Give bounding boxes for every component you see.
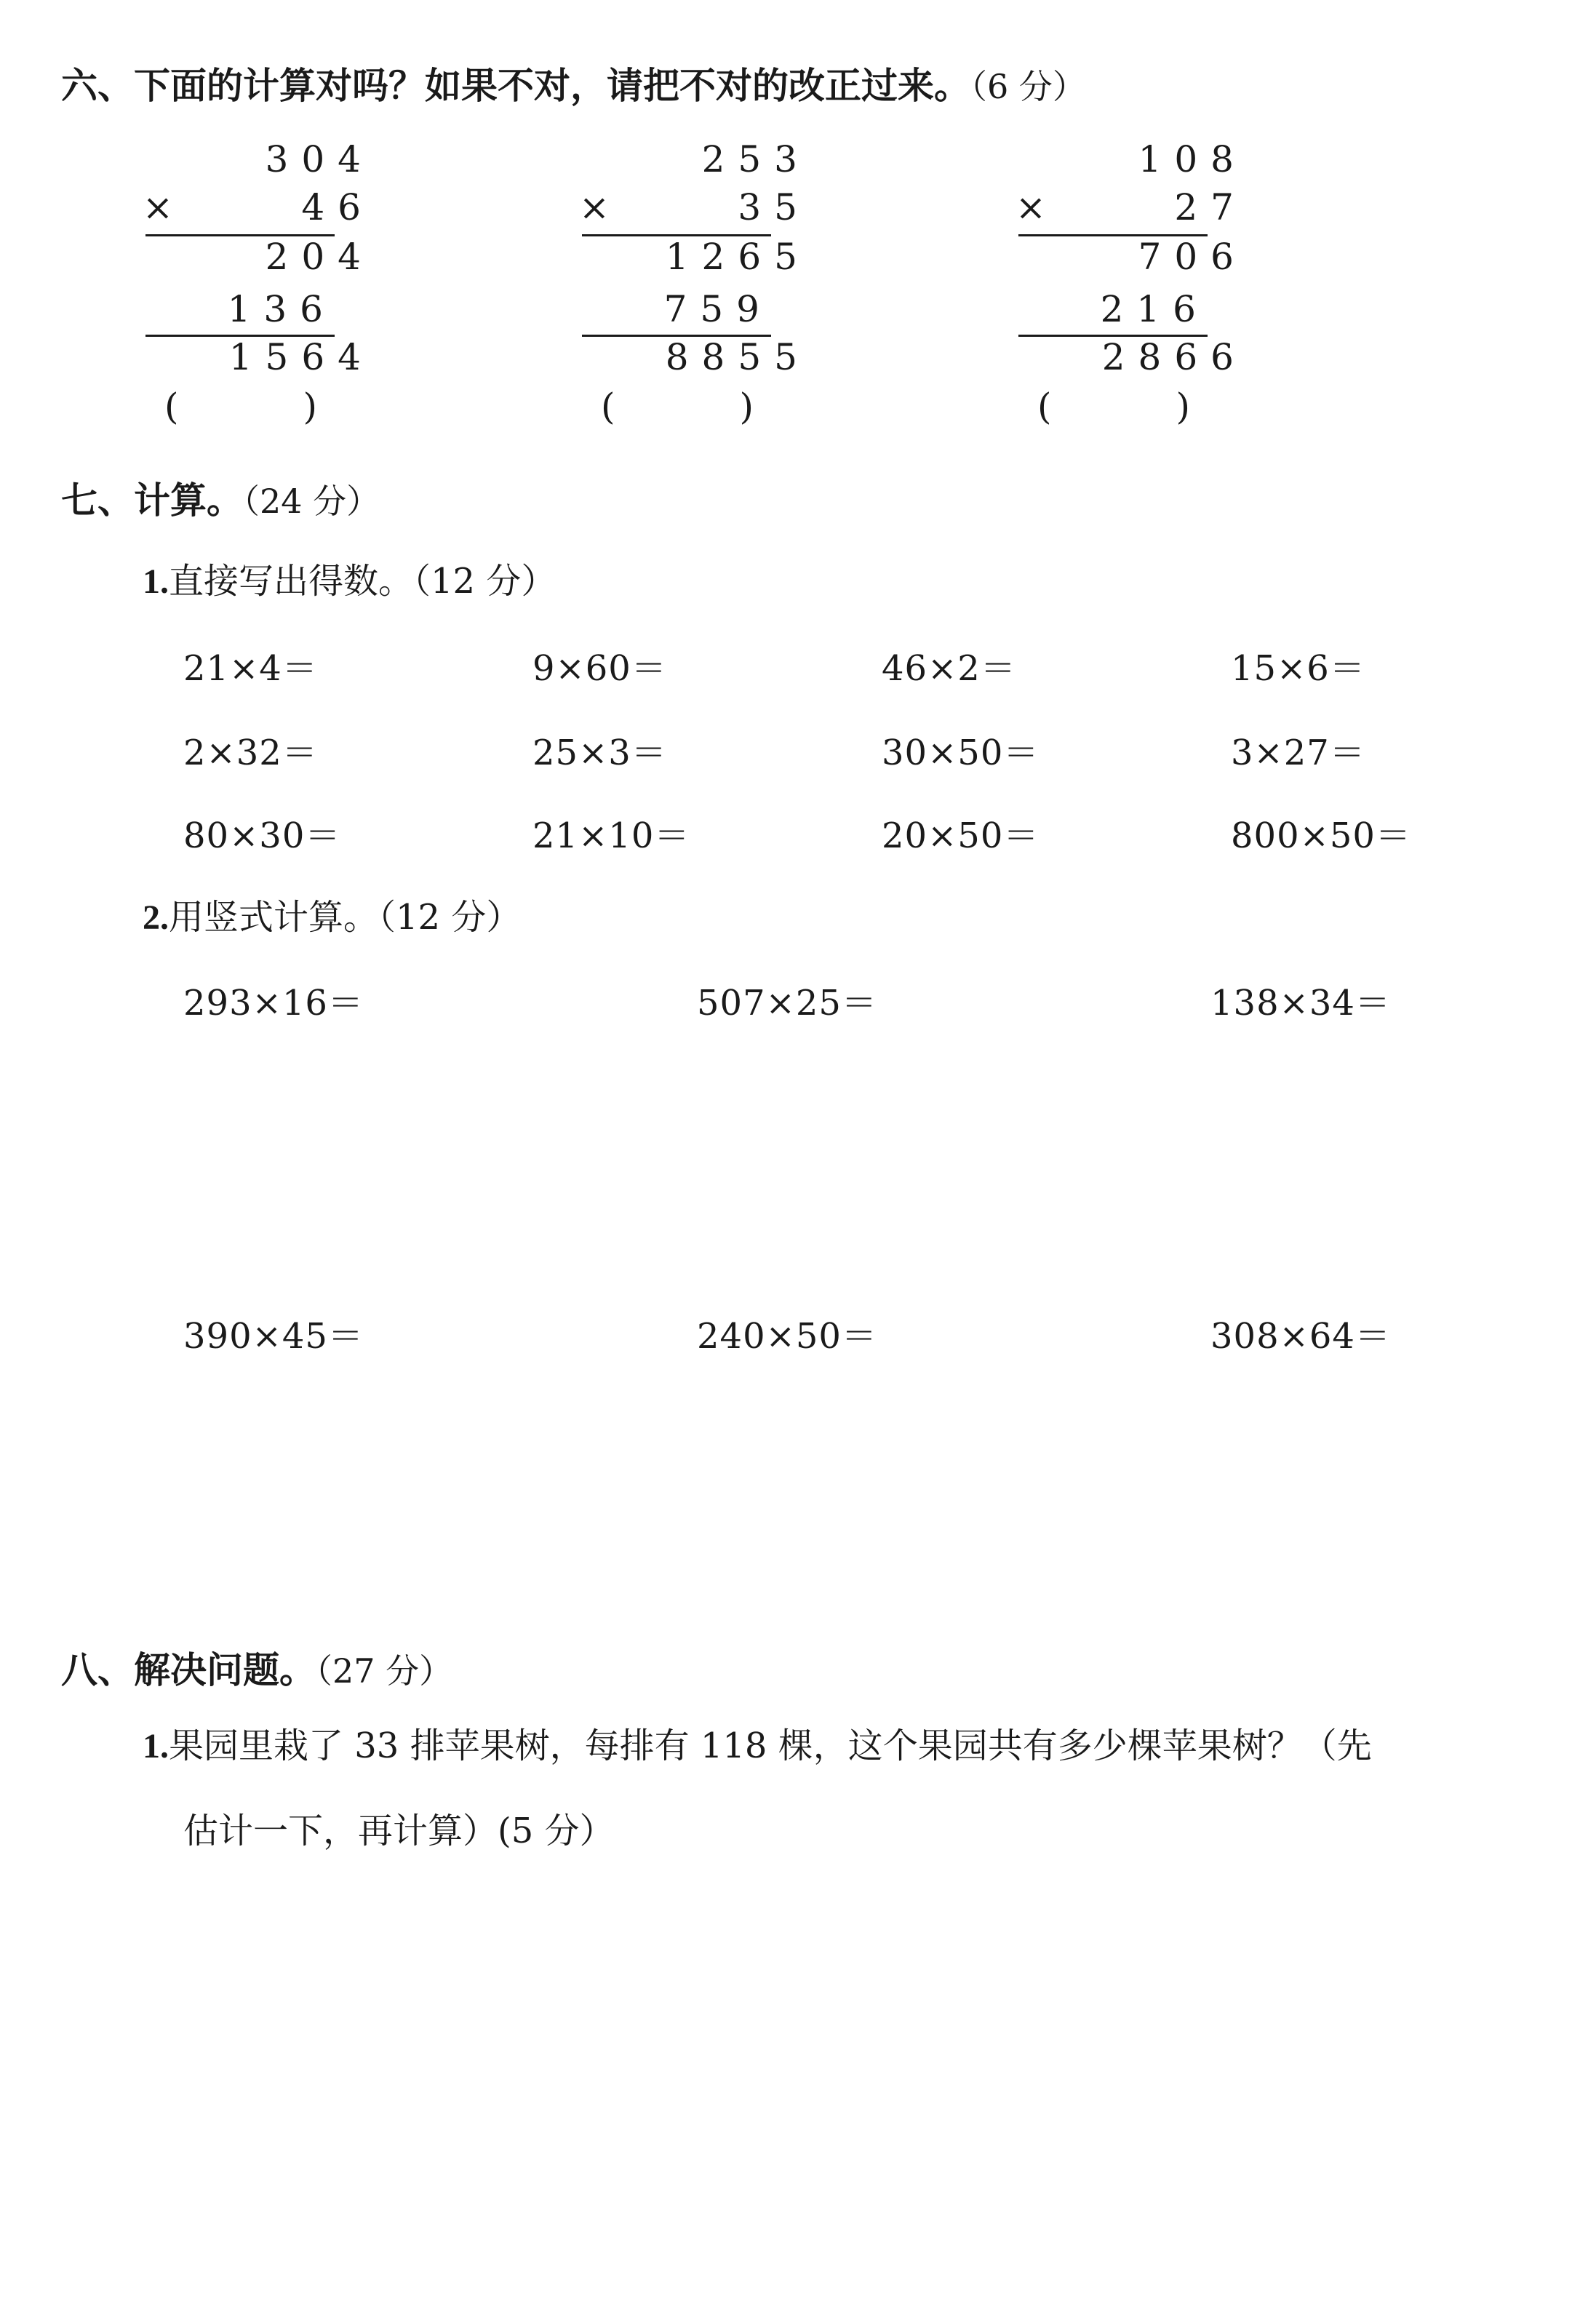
oral-calc-item[interactable]: 21×4＝ — [183, 648, 318, 689]
oral-calc-item[interactable]: 46×2＝ — [882, 648, 1016, 689]
partial-product-1: 204 — [265, 236, 374, 278]
oral-calc-item[interactable]: 9×60＝ — [532, 648, 667, 689]
vertical-calc-1 — [143, 138, 374, 436]
vertical-calc-2 — [579, 138, 810, 436]
column-calc-item[interactable]: 240×50＝ — [697, 1316, 877, 1357]
partial-product-2: 216 — [1100, 288, 1209, 330]
oral-calc-item[interactable]: 80×30＝ — [183, 815, 341, 856]
column-calc-item[interactable]: 293×16＝ — [183, 983, 364, 1024]
problem-1-line2: 估计一下，再计算）(5 分） — [183, 1811, 615, 1851]
column-calc-item[interactable]: 507×25＝ — [697, 983, 877, 1024]
oral-calc-item[interactable]: 20×50＝ — [882, 815, 1040, 856]
partial-product-1: 1265 — [665, 236, 810, 278]
part2-heading — [143, 889, 521, 939]
partial-product-2: 759 — [663, 288, 773, 330]
column-calc-item[interactable]: 390×45＝ — [183, 1316, 364, 1357]
section7-points: （24 分） — [243, 482, 380, 521]
times-sign: × — [143, 186, 173, 228]
answer-paren[interactable]: ( ) — [601, 386, 754, 428]
product-result: 1564 — [228, 336, 374, 378]
part2-number: 2. — [143, 898, 169, 937]
part2-title: 用竖式计算。（12 分） — [169, 897, 522, 938]
oral-calc-item[interactable]: 25×3＝ — [532, 733, 667, 773]
multiplier: 35 — [738, 186, 810, 228]
problem-1-number: 1. — [143, 1727, 169, 1766]
oral-calc-item[interactable]: 21×10＝ — [532, 815, 690, 856]
multiplier: 46 — [301, 186, 374, 228]
problem-1-line1: 果园里栽了 33 排苹果树，每排有 118 棵，这个果园共有多少棵苹果树？（先 — [169, 1725, 1372, 1766]
column-calc-item[interactable]: 308×64＝ — [1210, 1316, 1391, 1357]
oral-calc-item[interactable]: 15×6＝ — [1231, 648, 1365, 689]
section8-title: 八、解决问题。 — [61, 1649, 316, 1691]
partial-product-2: 136 — [227, 288, 336, 330]
part1-number: 1. — [143, 562, 169, 601]
oral-calc-item[interactable]: 3×27＝ — [1231, 733, 1365, 773]
section7-heading — [61, 471, 380, 524]
answer-paren[interactable]: ( ) — [164, 386, 317, 428]
section8-heading — [61, 1641, 452, 1693]
multiplicand: 108 — [1138, 138, 1247, 180]
answer-paren[interactable]: ( ) — [1037, 386, 1190, 428]
section8-points: （27 分） — [316, 1651, 453, 1691]
product-result: 8855 — [665, 336, 810, 378]
multiplicand: 304 — [265, 138, 374, 180]
oral-calc-item[interactable]: 800×50＝ — [1231, 815, 1411, 856]
multiplier: 27 — [1174, 186, 1247, 228]
part1-heading — [143, 553, 556, 603]
section7-title: 七、计算。 — [61, 479, 243, 522]
partial-product-1: 706 — [1138, 236, 1247, 278]
vertical-calc-3 — [1016, 138, 1247, 436]
section6-points: （6 分） — [970, 67, 1086, 106]
part1-title: 直接写出得数。（12 分） — [169, 561, 556, 602]
section6-heading — [61, 57, 1086, 109]
product-result: 2866 — [1101, 336, 1247, 378]
times-sign: × — [1016, 186, 1046, 228]
times-sign: × — [579, 186, 610, 228]
column-calc-item[interactable]: 138×34＝ — [1210, 983, 1391, 1024]
multiplicand: 253 — [701, 138, 810, 180]
problem-1 — [143, 1704, 1372, 1873]
section6-title: 六、下面的计算对吗？如果不对，请把不对的改正过来。 — [61, 65, 970, 107]
oral-calc-item[interactable]: 2×32＝ — [183, 733, 318, 773]
oral-calc-item[interactable]: 30×50＝ — [882, 733, 1040, 773]
